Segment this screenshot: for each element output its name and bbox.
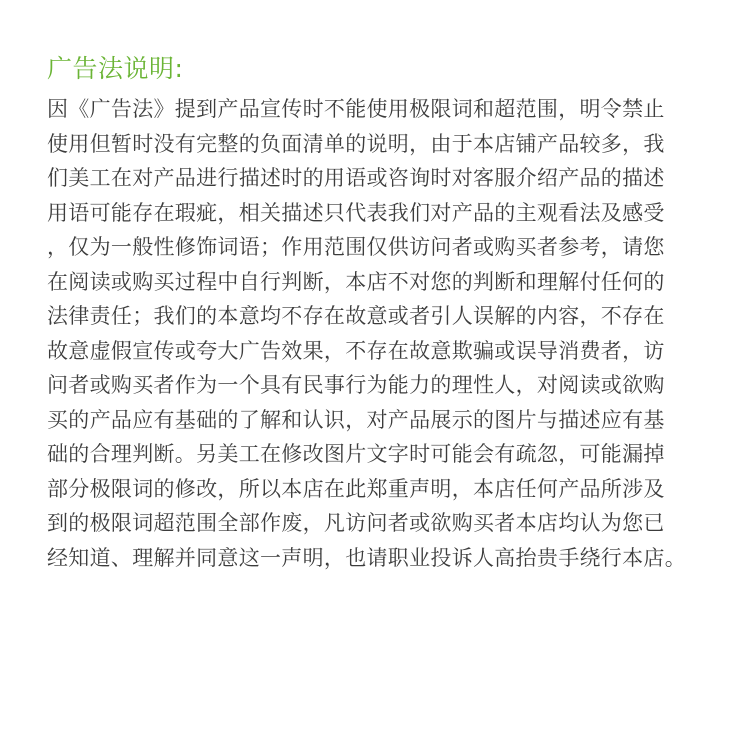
notice-line: 在阅读或购买过程中自行判断，本店不对您的判断和理解付任何的 (47, 269, 665, 294)
notice-line: 因《广告法》提到产品宣传时不能使用极限词和超范围，明令禁止 (47, 97, 665, 121)
ad-law-notice (47, 52, 727, 575)
notice-line: 到的极限词超范围全部作废，凡访问者或欲购买者本店均认为您已 (47, 511, 665, 535)
notice-title: 广告法说明: (47, 54, 184, 83)
notice-line: 经知道、理解并同意这一声明，也请职业投诉人高抬贵手绕行本店。 (47, 545, 686, 570)
notice-body (47, 92, 727, 575)
notice-line: 础的合理判断。另美工在修改图片文字时可能会有疏忽，可能漏掉 (47, 442, 665, 466)
notice-line: 用语可能存在瑕疵，相关描述只代表我们对产品的主观看法及感受 (47, 200, 665, 225)
notice-line: 故意虚假宣传或夸大广告效果，不存在故意欺骗或误导消费者，访 (47, 338, 665, 363)
notice-line: 法律责任；我们的本意均不存在故意或者引人误解的内容，不存在 (47, 304, 665, 328)
notice-line: 们美工在对产品进行描述时的用语或咨询时对客服介绍产品的描述 (47, 166, 665, 190)
notice-line: 问者或购买者作为一个具有民事行为能力的理性人，对阅读或欲购 (47, 373, 665, 397)
notice-line: 买的产品应有基础的了解和认识，对产品展示的图片与描述应有基 (47, 407, 665, 432)
notice-line: 部分极限词的修改，所以本店在此郑重声明，本店任何产品所涉及 (47, 476, 665, 501)
notice-line: ，仅为一般性修饰词语；作用范围仅供访问者或购买者参考，请您 (47, 235, 665, 259)
notice-line: 使用但暂时没有完整的负面清单的说明，由于本店铺产品较多，我 (47, 131, 665, 156)
